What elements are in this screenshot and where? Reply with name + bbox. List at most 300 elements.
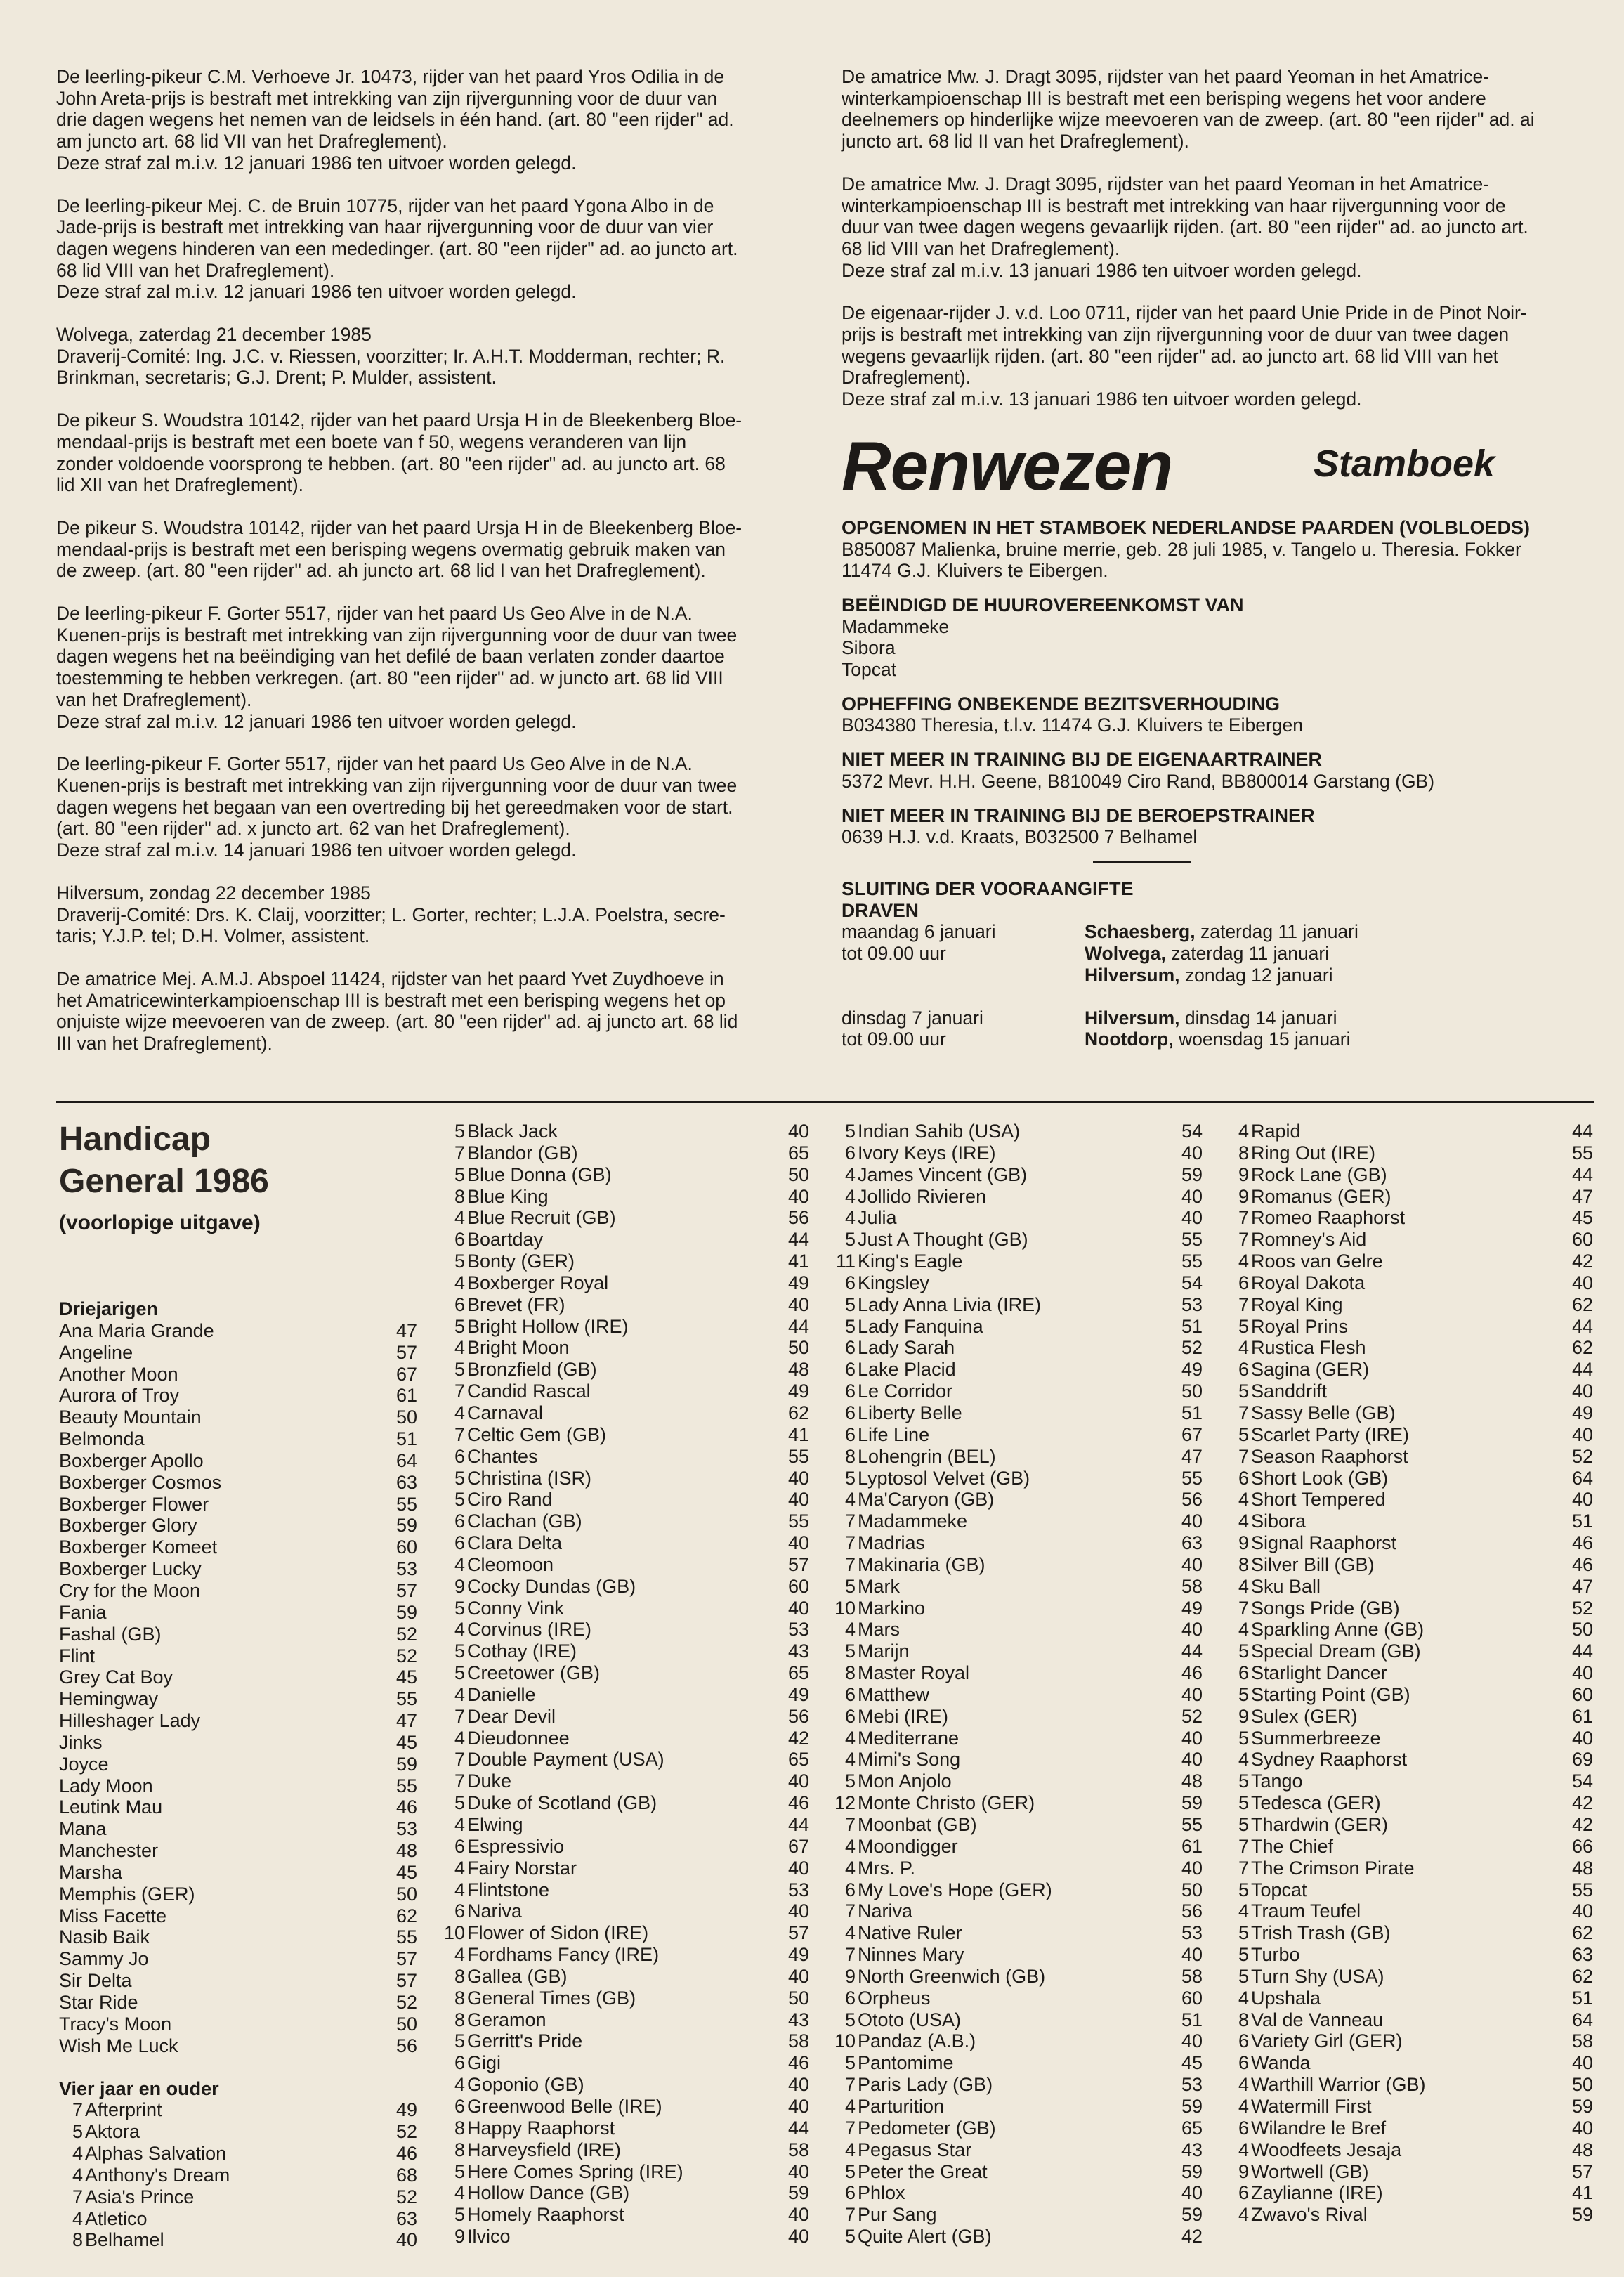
row-weight-prefix: 5 <box>1238 1381 1249 1402</box>
rating-value: 58 <box>1181 1575 1203 1597</box>
row-weight-prefix: 5 <box>454 1359 465 1381</box>
text-line: Brinkman, secretaris; G.J. Drent; P. Mulder, assistent. <box>56 367 497 389</box>
handicap-row <box>441 1186 809 1208</box>
handicap-row <box>1225 1706 1593 1728</box>
race-place: Schaesberg, <box>1085 921 1196 943</box>
handicap-row <box>832 1316 1203 1338</box>
rating-value: 42 <box>1571 1251 1593 1272</box>
rating-value: 40 <box>1181 1142 1203 1163</box>
row-weight-prefix: 4 <box>454 1337 465 1359</box>
horse-name: Clara Delta <box>467 1532 563 1554</box>
handicap-row <box>59 1624 417 1645</box>
rating-value: 62 <box>1571 1965 1593 1987</box>
handicap-row <box>832 1576 1203 1598</box>
handicap-row <box>1225 1316 1593 1338</box>
row-weight-prefix: 4 <box>72 2207 83 2229</box>
horse-name: Cry for the Moon <box>59 1579 201 1601</box>
horse-name: Dear Devil <box>467 1705 556 1727</box>
rating-value: 40 <box>787 1900 809 1922</box>
horse-name: Mediterrane <box>858 1727 960 1749</box>
rating-value: 40 <box>787 2226 809 2247</box>
rating-value: 40 <box>1181 1511 1203 1532</box>
handicap-row <box>832 1424 1203 1446</box>
deadline-line: tot 09.00 uur <box>842 943 946 965</box>
rating-value: 50 <box>1181 1879 1203 1900</box>
handicap-row <box>441 1359 809 1381</box>
handicap-row <box>59 1515 417 1537</box>
row-weight-prefix: 7 <box>1238 1207 1249 1229</box>
rating-value: 52 <box>395 1645 417 1666</box>
paragraph <box>56 195 804 304</box>
text-line: Deze straf zal m.i.v. 12 januari 1986 ten uitvoer worden gelegd. <box>56 152 577 174</box>
row-weight-prefix: 5 <box>1238 1965 1249 1987</box>
horse-name: Harveysfield (IRE) <box>467 2139 622 2160</box>
rating-value: 59 <box>1181 1163 1203 1185</box>
horse-name: Marsha <box>59 1861 123 1883</box>
handicap-row <box>1225 1879 1593 1901</box>
handicap-row <box>832 2096 1203 2118</box>
horse-name: Tracy's Moon <box>59 2013 172 2035</box>
handicap-row <box>1225 1792 1593 1814</box>
handicap-row <box>59 1732 417 1754</box>
handicap-row <box>59 1688 417 1710</box>
horse-name: Pegasus Star <box>858 2139 972 2160</box>
row-weight-prefix: 7 <box>1238 1293 1249 1315</box>
row-weight-prefix: 12 <box>834 1792 856 1814</box>
text-line: Deze straf zal m.i.v. 13 januari 1986 ten uitvoer worden gelegd. <box>842 259 1362 281</box>
rating-value: 40 <box>1571 1727 1593 1749</box>
handicap-title <box>59 1118 269 1203</box>
horse-name: Blue King <box>467 1185 549 1207</box>
horse-name: Pantomime <box>858 2052 954 2074</box>
handicap-row <box>441 1511 809 1532</box>
rating-value: 44 <box>1571 1640 1593 1662</box>
handicap-row <box>441 1402 809 1424</box>
handicap-row <box>441 1814 809 1836</box>
rating-value: 46 <box>395 1796 417 1818</box>
rating-value: 45 <box>395 1731 417 1753</box>
text-line: prijs is bestraft met intrekking van zijn rijvergunning voor de duur van twee dagen <box>842 324 1510 346</box>
row-weight-prefix: 6 <box>1238 2117 1249 2139</box>
handicap-row <box>59 1558 417 1580</box>
row-weight-prefix: 5 <box>1238 1879 1249 1900</box>
category-heading: Driejarigen <box>59 1298 159 1319</box>
section-divider <box>56 1101 1594 1103</box>
rating-value: 69 <box>1571 1749 1593 1770</box>
horse-name: Sku Ball <box>1251 1575 1321 1597</box>
paragraph <box>842 66 1589 152</box>
text-line: dagen wegens het begaan van een overtreding bij het gereedmaken voor de start. <box>56 796 733 818</box>
rating-value: 58 <box>1181 1965 1203 1987</box>
row-weight-prefix: 5 <box>844 1640 856 1662</box>
horse-name: Manchester <box>59 1840 159 1862</box>
row-weight-prefix: 5 <box>454 2160 465 2182</box>
row-weight-prefix: 4 <box>844 1727 856 1749</box>
row-weight-prefix: 4 <box>1238 1900 1249 1922</box>
handicap-row <box>441 1706 809 1728</box>
rating-value: 54 <box>1181 1272 1203 1293</box>
horse-name: Clachan (GB) <box>467 1511 582 1532</box>
row-weight-prefix: 5 <box>454 1640 465 1662</box>
horse-name: Orpheus <box>858 1987 931 2009</box>
section-line: Sibora <box>842 637 896 659</box>
handicap-row <box>832 1142 1203 1164</box>
sluiting-races <box>1085 921 1589 986</box>
rating-value: 57 <box>787 1922 809 1944</box>
horse-name: Elwing <box>467 1814 523 1835</box>
rating-value: 57 <box>395 1970 417 1992</box>
rating-value: 49 <box>787 1381 809 1402</box>
handicap-row <box>441 1554 809 1576</box>
row-weight-prefix: 5 <box>844 2160 856 2182</box>
rating-value: 56 <box>1181 1900 1203 1922</box>
text-line: Kuenen-prijs is bestraft met intrekking van zijn rijvergunning voor de duur van twee <box>56 624 738 646</box>
horse-name: Happy Raaphorst <box>467 2117 615 2139</box>
horse-name: Royal Dakota <box>1251 1272 1366 1293</box>
handicap-row <box>1225 1640 1593 1662</box>
section-heading: OPGENOMEN IN HET STAMBOEK NEDERLANDSE PAARDEN (VOLBLOEDS) <box>842 516 1531 538</box>
rating-value: 53 <box>1181 1293 1203 1315</box>
horse-name: Here Comes Spring (IRE) <box>467 2160 683 2182</box>
rating-value: 47 <box>1571 1575 1593 1597</box>
rating-value: 68 <box>395 2164 417 2186</box>
rating-value: 40 <box>1571 2052 1593 2074</box>
text-line: deelnemers op hinderlijke wijze meevoeren van de zweep. (art. 80 "een rijder" ad. ai <box>842 109 1535 131</box>
rating-value: 52 <box>1571 1445 1593 1467</box>
horse-name: Lohengrin (BEL) <box>858 1445 996 1467</box>
row-weight-prefix: 5 <box>844 2052 856 2074</box>
row-weight-prefix: 5 <box>844 1293 856 1315</box>
row-weight-prefix: 7 <box>844 2204 856 2226</box>
rating-value: 40 <box>1181 2182 1203 2204</box>
row-weight-prefix: 9 <box>454 1575 465 1597</box>
sluiting-deadline <box>842 921 1085 986</box>
handicap-row <box>832 1770 1203 1792</box>
rating-value: 58 <box>787 2030 809 2052</box>
rating-value: 44 <box>1571 1163 1593 1185</box>
text-line: toestemming te hebben verkregen. (art. 80 "een rijder" ad. w juncto art. 68 lid VIII <box>56 667 723 689</box>
rating-value: 40 <box>1571 2117 1593 2139</box>
rating-value: 43 <box>787 1640 809 1662</box>
horse-name: My Love's Hope (GER) <box>858 1879 1052 1900</box>
handicap-row <box>832 1944 1203 1966</box>
rating-value: 47 <box>395 1319 417 1341</box>
row-weight-prefix: 4 <box>844 1207 856 1229</box>
horse-name: Alphas Salvation <box>85 2143 227 2165</box>
handicap-row <box>441 1619 809 1640</box>
row-weight-prefix: 4 <box>844 2139 856 2160</box>
row-weight-prefix: 4 <box>844 2095 856 2117</box>
horse-name: Aurora of Troy <box>59 1385 180 1407</box>
horse-name: Nasib Baik <box>59 1926 150 1948</box>
horse-name: Warthill Warrior (GB) <box>1251 2074 1426 2096</box>
handicap-title-line2: General 1986 <box>59 1163 269 1200</box>
horse-name: Tango <box>1251 1770 1303 1792</box>
row-weight-prefix: 5 <box>454 1467 465 1489</box>
horse-name: Hollow Dance (GB) <box>467 2182 630 2204</box>
row-weight-prefix: 7 <box>454 1705 465 1727</box>
rating-value: 61 <box>1181 1835 1203 1857</box>
horse-name: Just A Thought (GB) <box>858 1229 1028 1251</box>
text-line: Draverij-Comité: Drs. K. Claij, voorzitter; L. Gorter, rechter; L.J.A. Poelstra, secre- <box>56 903 726 925</box>
row-weight-prefix: 5 <box>1238 1922 1249 1944</box>
row-weight-prefix: 5 <box>844 1229 856 1251</box>
rating-value: 40 <box>1181 1553 1203 1575</box>
horse-name: Starting Point (GB) <box>1251 1683 1410 1705</box>
rating-value: 51 <box>395 1428 417 1450</box>
row-weight-prefix: 4 <box>1238 1121 1249 1142</box>
handicap-row <box>1225 1814 1593 1836</box>
handicap-row <box>59 1710 417 1732</box>
row-weight-prefix: 7 <box>1238 1835 1249 1857</box>
stamboek-section <box>842 693 1589 736</box>
row-weight-prefix: 6 <box>454 1835 465 1857</box>
text-line: winterkampioenschap III is bestraft met een berisping wegens het voor andere <box>842 87 1486 109</box>
handicap-row <box>832 1619 1203 1640</box>
section-heading: BEËINDIGD DE HUUROVEREENKOMST VAN <box>842 594 1244 615</box>
rating-value: 61 <box>395 1385 417 1407</box>
handicap-row <box>441 1770 809 1792</box>
horse-name: Roos van Gelre <box>1251 1251 1383 1272</box>
horse-name: Romanus (GER) <box>1251 1185 1391 1207</box>
handicap-row <box>832 2118 1203 2139</box>
paragraph <box>842 174 1589 282</box>
text-line: het Amatricewinterkampioenschap III is bestraft met een berisping wegens het op <box>56 989 726 1011</box>
horse-name: Gerritt's Pride <box>467 2030 583 2052</box>
handicap-row <box>441 2182 809 2204</box>
handicap-row <box>59 2229 417 2251</box>
horse-name: Boxberger Royal <box>467 1272 609 1293</box>
section-line: 11474 G.J. Kluivers te Eibergen. <box>842 560 1108 582</box>
race-place: Wolvega, <box>1085 943 1166 965</box>
stamboek-section <box>842 517 1589 582</box>
handicap-row <box>1225 1749 1593 1770</box>
rating-value: 41 <box>787 1251 809 1272</box>
handicap-row <box>832 1337 1203 1359</box>
rating-value: 53 <box>787 1619 809 1640</box>
row-weight-prefix: 6 <box>454 1293 465 1315</box>
row-weight-prefix: 5 <box>1238 1640 1249 1662</box>
text-line: taris; Y.J.P. tel; D.H. Volmer, assistent. <box>56 925 370 947</box>
row-weight-prefix: 7 <box>454 1770 465 1792</box>
handicap-row <box>59 1948 417 1970</box>
horse-name: Matthew <box>858 1683 930 1705</box>
horse-name: Ivory Keys (IRE) <box>858 1142 996 1163</box>
row-weight-prefix: 6 <box>844 1381 856 1402</box>
row-weight-prefix: 5 <box>1238 1770 1249 1792</box>
handicap-row <box>1225 1381 1593 1402</box>
handicap-row <box>1225 2074 1593 2096</box>
handicap-row <box>832 2030 1203 2052</box>
handicap-row <box>1225 1186 1593 1208</box>
rating-value: 40 <box>787 2074 809 2096</box>
row-weight-prefix: 5 <box>1238 1727 1249 1749</box>
row-weight-prefix: 4 <box>844 1922 856 1944</box>
rating-value: 64 <box>1571 1467 1593 1489</box>
horse-name: Mebi (IRE) <box>858 1705 949 1727</box>
horse-name: Homely Raaphorst <box>467 2204 624 2226</box>
row-weight-prefix: 5 <box>1238 1944 1249 1966</box>
row-weight-prefix: 4 <box>454 1727 465 1749</box>
rating-value: 59 <box>1571 2204 1593 2226</box>
horse-name: Marijn <box>858 1640 910 1662</box>
text-line: Deze straf zal m.i.v. 12 januari 1986 ten uitvoer worden gelegd. <box>56 281 577 303</box>
text-line: De pikeur S. Woudstra 10142, rijder van het paard Ursja H in de Bleekenberg Bloe- <box>56 516 742 538</box>
rating-value: 53 <box>395 1558 417 1580</box>
handicap-row <box>59 1428 417 1450</box>
row-weight-prefix: 5 <box>1238 1423 1249 1445</box>
row-weight-prefix: 6 <box>844 1423 856 1445</box>
row-weight-prefix: 4 <box>1238 1511 1249 1532</box>
row-weight-prefix: 6 <box>454 1229 465 1251</box>
rating-value: 47 <box>395 1710 417 1732</box>
horse-name: Aktora <box>85 2121 140 2143</box>
rating-value: 62 <box>1571 1922 1593 1944</box>
rating-value: 59 <box>1181 1792 1203 1814</box>
horse-name: Star Ride <box>59 1992 138 2013</box>
row-weight-prefix: 5 <box>454 2204 465 2226</box>
rating-value: 40 <box>787 1532 809 1554</box>
rating-value: 44 <box>1571 1121 1593 1142</box>
horse-name: Lyptosol Velvet (GB) <box>858 1467 1030 1489</box>
handicap-row <box>441 2226 809 2247</box>
handicap-row <box>832 1728 1203 1749</box>
handicap-title-line1: Handicap <box>59 1121 211 1158</box>
row-weight-prefix: 10 <box>834 2030 856 2052</box>
row-weight-prefix: 4 <box>1238 2095 1249 2117</box>
row-weight-prefix: 4 <box>72 2143 83 2165</box>
rating-value: 67 <box>395 1363 417 1385</box>
horse-name: Bright Moon <box>467 1337 570 1359</box>
stamboek-section <box>842 594 1589 681</box>
horse-name: North Greenwich (GB) <box>858 1965 1046 1987</box>
rating-value: 55 <box>1571 1142 1593 1163</box>
rating-value: 53 <box>787 1879 809 1900</box>
text-line: (art. 80 "een rijder" ad. x juncto art. 62 van het Drafreglement). <box>56 818 570 840</box>
handicap-row <box>441 1728 809 1749</box>
race-date: zaterdag 11 januari <box>1165 943 1330 965</box>
handicap-row <box>441 2030 809 2052</box>
section-line: 5372 Mevr. H.H. Geene, B810049 Ciro Rand, BB800014 Garstang (GB) <box>842 770 1435 792</box>
text-line: van het Drafreglement). <box>56 689 252 710</box>
row-weight-prefix: 5 <box>1238 1792 1249 1814</box>
horse-name: Hilleshager Lady <box>59 1710 201 1732</box>
rating-value: 45 <box>1181 2052 1203 2074</box>
horse-name: Boartday <box>467 1229 544 1251</box>
horse-name: Belhamel <box>85 2229 164 2251</box>
draven-heading: DRAVEN <box>842 899 919 921</box>
row-weight-prefix: 6 <box>844 1272 856 1293</box>
rating-value: 55 <box>1181 1467 1203 1489</box>
horse-name: Creetower (GB) <box>467 1662 601 1684</box>
handicap-row <box>441 1922 809 1944</box>
row-weight-prefix: 8 <box>454 2139 465 2160</box>
horse-name: Romeo Raaphorst <box>1251 1207 1406 1229</box>
rating-value: 61 <box>1571 1705 1593 1727</box>
horse-name: Ilvico <box>467 2226 511 2247</box>
row-weight-prefix: 6 <box>454 2095 465 2117</box>
horse-name: Flower of Sidon (IRE) <box>467 1922 649 1944</box>
rating-value: 65 <box>787 1662 809 1684</box>
rating-value: 57 <box>395 1579 417 1601</box>
rating-value: 41 <box>1571 2182 1593 2204</box>
text-line: de zweep. (art. 80 "een rijder" ad. ah juncto art. 68 lid I van het Drafreglement). <box>56 560 706 582</box>
handicap-row <box>1225 1142 1593 1164</box>
row-weight-prefix: 4 <box>454 1857 465 1879</box>
horse-name: Season Raaphorst <box>1251 1445 1408 1467</box>
horse-name: Lake Placid <box>858 1359 956 1381</box>
rating-value: 40 <box>395 2229 417 2251</box>
horse-name: Boxberger Flower <box>59 1493 209 1515</box>
horse-name: Mon Anjolo <box>858 1770 952 1792</box>
rating-value: 41 <box>787 1423 809 1445</box>
horse-name: Conny Vink <box>467 1597 564 1619</box>
section-heading: NIET MEER IN TRAINING BIJ DE BEROEPSTRAINER <box>842 804 1315 826</box>
rating-value: 52 <box>1181 1705 1203 1727</box>
row-weight-prefix: 4 <box>454 1944 465 1966</box>
row-weight-prefix: 8 <box>72 2229 83 2251</box>
horse-name: Val de Vanneau <box>1251 2009 1384 2030</box>
handicap-row <box>1225 1121 1593 1142</box>
horse-name: Paris Lady (GB) <box>858 2074 993 2096</box>
row-weight-prefix: 5 <box>454 1662 465 1684</box>
deadline-line: dinsdag 7 januari <box>842 1007 983 1029</box>
rating-value: 48 <box>395 1840 417 1862</box>
left-column-text <box>56 66 804 1076</box>
horse-name: Zwavo's Rival <box>1251 2204 1368 2226</box>
row-weight-prefix: 7 <box>454 1142 465 1163</box>
row-weight-prefix: 7 <box>844 1532 856 1554</box>
horse-name: Black Jack <box>467 1121 558 1142</box>
rating-value: 40 <box>1571 1662 1593 1684</box>
horse-name: Ciro Rand <box>467 1489 553 1511</box>
text-line: Hilversum, zondag 22 december 1985 <box>56 882 371 903</box>
race-date: zaterdag 11 januari <box>1195 921 1358 943</box>
rating-value: 48 <box>1571 2139 1593 2160</box>
horse-name: Rustica Flesh <box>1251 1337 1366 1359</box>
row-weight-prefix: 9 <box>1238 2160 1249 2182</box>
handicap-row <box>59 1385 417 1407</box>
text-line: Deze straf zal m.i.v. 13 januari 1986 ten uitvoer worden gelegd. <box>842 389 1362 410</box>
rating-value: 46 <box>787 2052 809 2074</box>
sluiting-deadline <box>842 1007 1085 1050</box>
horse-name: Mars <box>858 1619 900 1640</box>
rating-value: 65 <box>1181 2117 1203 2139</box>
rating-value: 59 <box>1181 2204 1203 2226</box>
handicap-row <box>1225 2139 1593 2161</box>
text-line: Draverij-Comité: Ing. J.C. v. Riessen, voorzitter; Ir. A.H.T. Modderman, rechter; R. <box>56 345 726 367</box>
row-weight-prefix: 8 <box>1238 2009 1249 2030</box>
deadline-line: tot 09.00 uur <box>842 1029 946 1050</box>
handicap-row <box>441 1749 809 1770</box>
horse-name: Chantes <box>467 1445 538 1467</box>
horse-name: Variety Girl (GER) <box>1251 2030 1403 2052</box>
deadline-line: maandag 6 januari <box>842 921 996 943</box>
rating-value: 57 <box>787 1553 809 1575</box>
rating-value: 44 <box>1571 1359 1593 1381</box>
horse-name: Grey Cat Boy <box>59 1666 173 1688</box>
renwezen-title: Renwezen <box>842 426 1173 504</box>
row-weight-prefix: 5 <box>1238 1315 1249 1337</box>
rating-value: 45 <box>1571 1207 1593 1229</box>
rating-value: 47 <box>1571 1185 1593 1207</box>
horse-name: Jollido Rivieren <box>858 1185 987 1207</box>
handicap-row <box>1225 1359 1593 1381</box>
horse-name: Songs Pride (GB) <box>1251 1597 1400 1619</box>
row-weight-prefix: 6 <box>844 1879 856 1900</box>
handicap-row <box>1225 1944 1593 1966</box>
handicap-row <box>1225 1229 1593 1251</box>
